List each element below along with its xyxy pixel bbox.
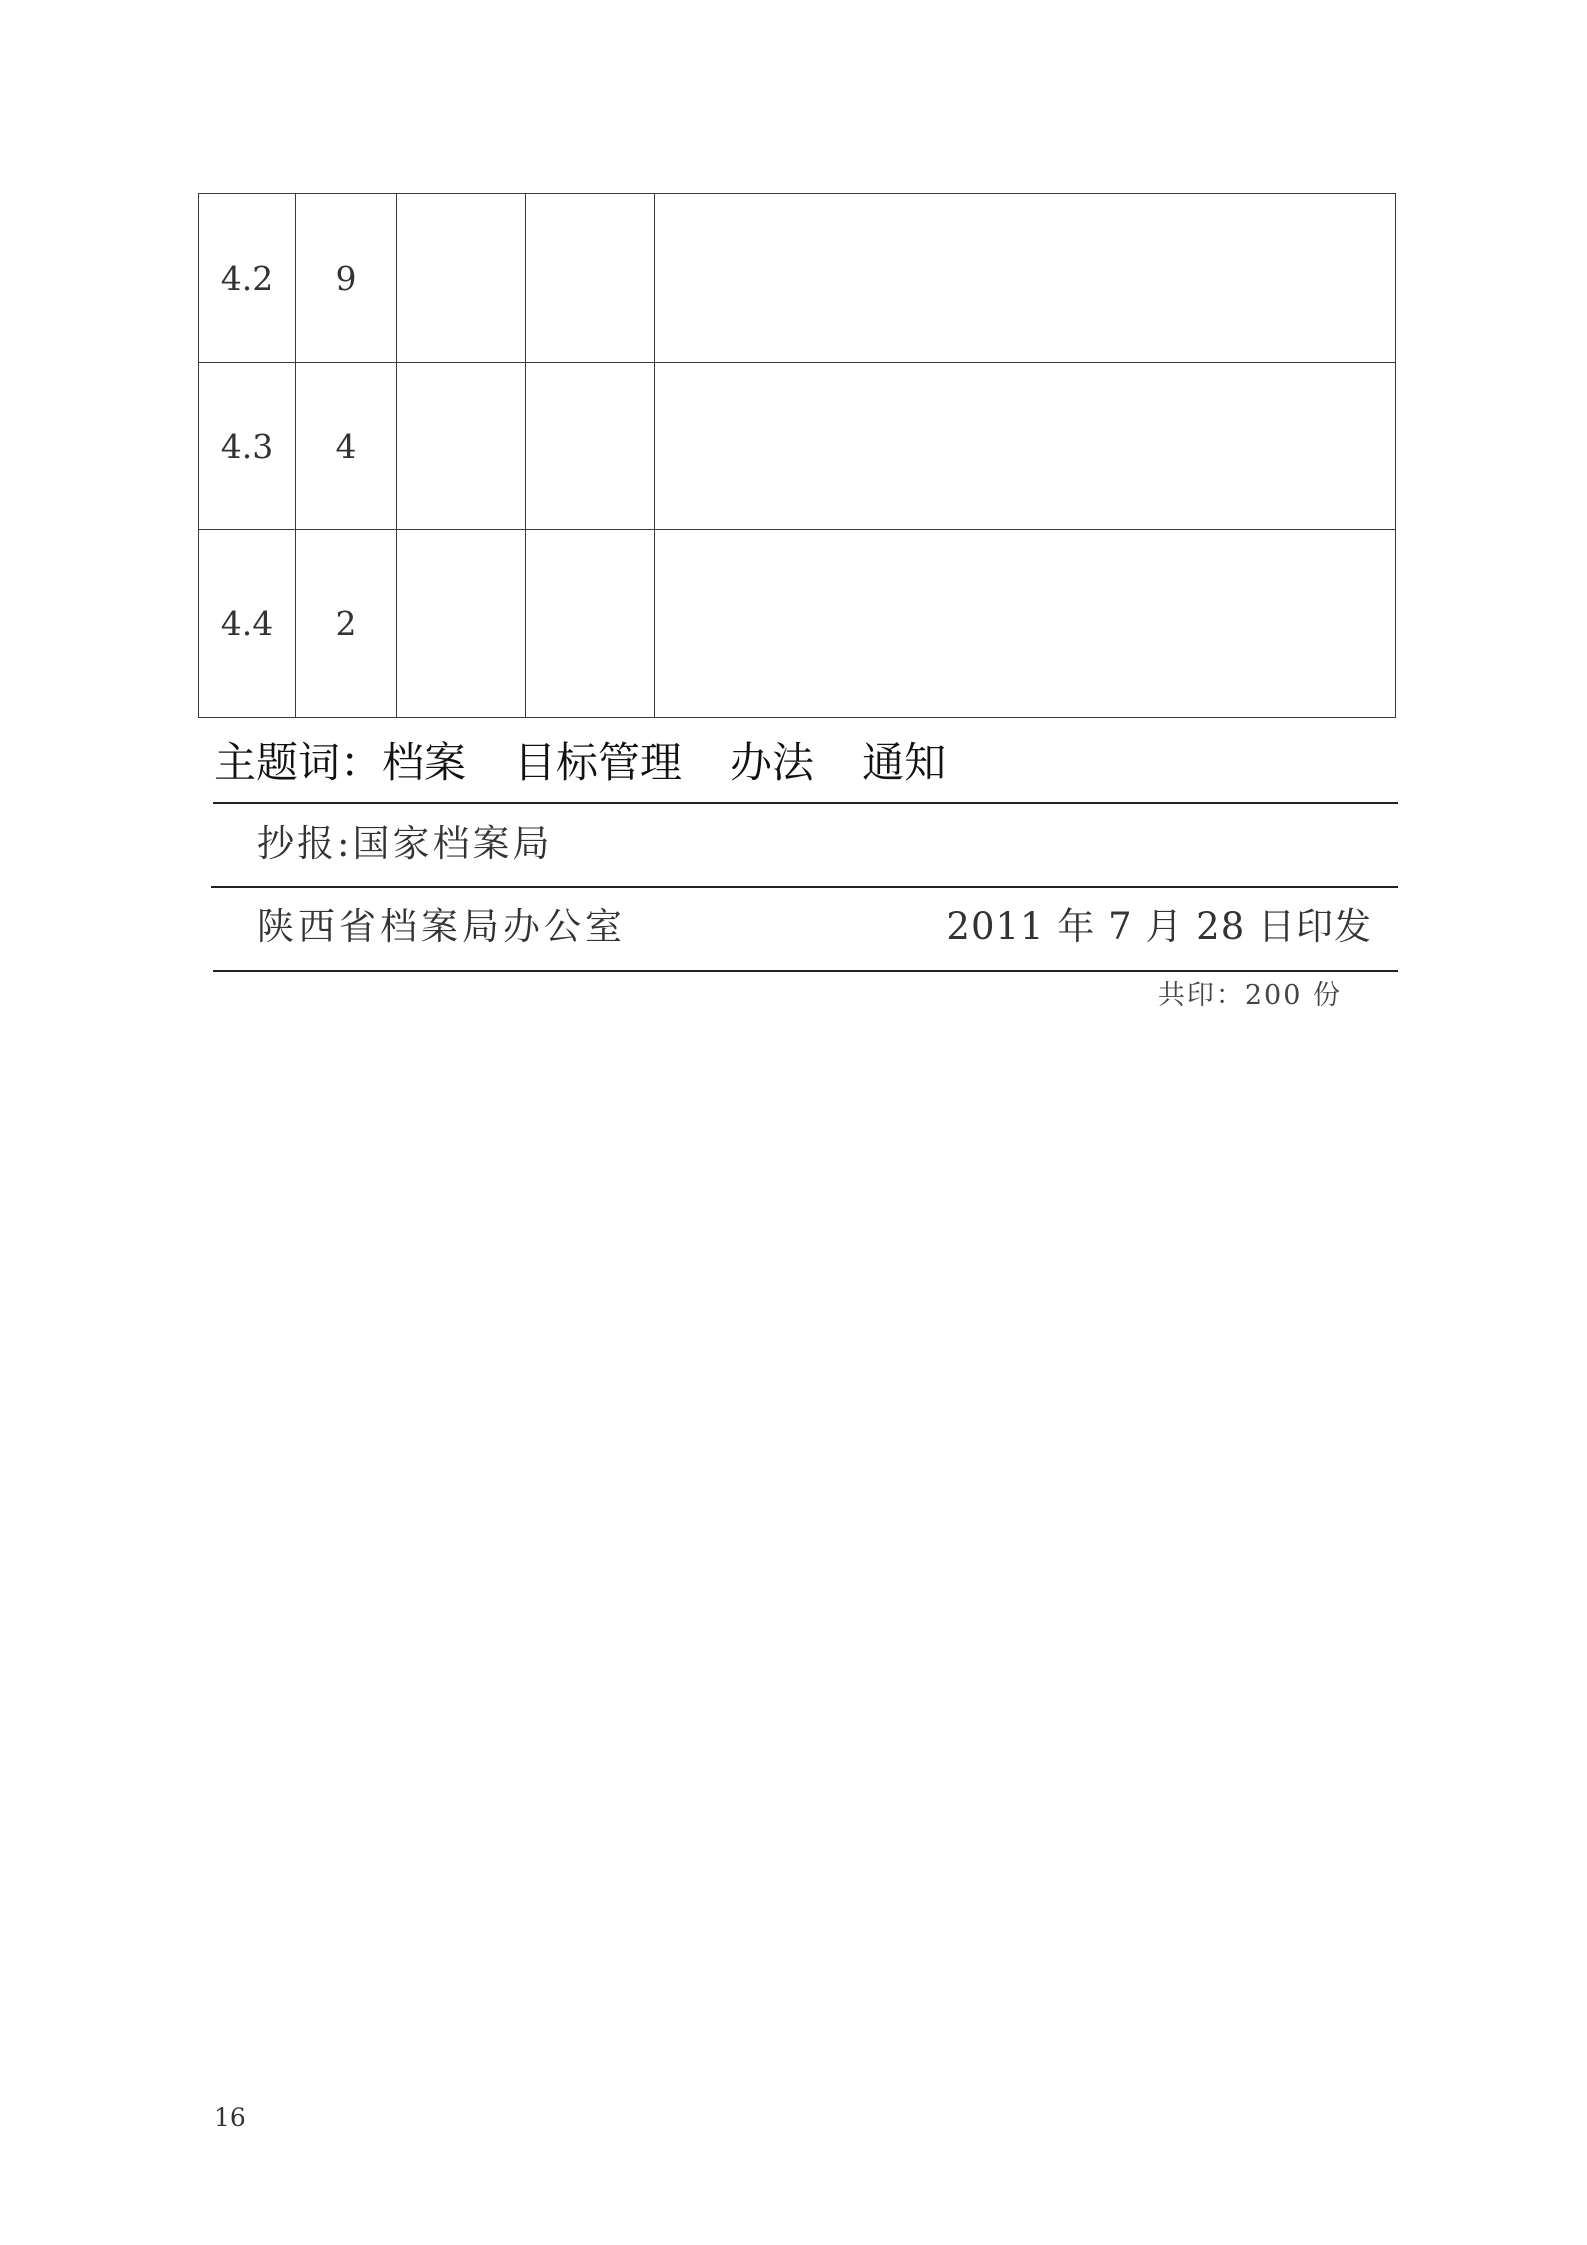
subject-keyword: 通知 <box>862 738 947 787</box>
cc-line <box>257 818 552 870</box>
empty-cell <box>526 530 655 718</box>
score-cell: 2 <box>296 530 397 718</box>
table-row <box>199 530 1396 718</box>
score-cell: 4 <box>296 363 397 530</box>
issue-date: 2011 年 7 月 28 日印发 <box>946 905 1372 948</box>
item-number-cell: 4.3 <box>199 363 296 530</box>
divider <box>213 802 1398 804</box>
subject-keywords <box>214 732 946 794</box>
subject-label: 主题词： <box>214 738 383 787</box>
empty-cell <box>526 363 655 530</box>
print-copies: 共印：200 份 <box>1157 980 1342 1011</box>
empty-cell <box>655 530 1396 718</box>
empty-cell <box>655 363 1396 530</box>
item-number-cell: 4.2 <box>199 194 296 363</box>
page-number: 16 <box>214 2103 246 2132</box>
empty-cell <box>397 363 526 530</box>
score-cell: 9 <box>296 194 397 363</box>
issuing-office: 陕西省档案局办公室 <box>257 905 626 948</box>
item-number-cell: 4.4 <box>199 530 296 718</box>
table-row <box>199 363 1396 530</box>
empty-cell <box>397 194 526 363</box>
divider <box>211 886 1398 888</box>
subject-keyword: 办法 <box>730 738 815 787</box>
score-table <box>198 193 1396 718</box>
empty-cell <box>655 194 1396 363</box>
cc-label: 抄报: <box>257 822 353 865</box>
divider <box>213 970 1398 972</box>
subject-keyword: 目标管理 <box>514 738 683 787</box>
subject-keyword: 档案 <box>382 738 467 787</box>
cc-recipient: 国家档案局 <box>352 822 553 865</box>
empty-cell <box>397 530 526 718</box>
empty-cell <box>526 194 655 363</box>
table-row <box>199 194 1396 363</box>
